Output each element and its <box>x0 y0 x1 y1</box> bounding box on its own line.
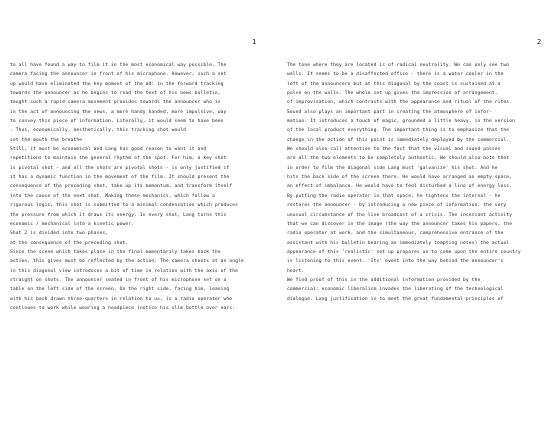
text-line: radio operator at work, and the simultaneous, comprehensive entrance of the <box>287 231 504 237</box>
text-line: rigorous logic, this shot is submitted to a minimal condensation which produces <box>10 203 238 209</box>
text-line: in order to film the diagonal side Lang must 'galvanize' his shot. And he <box>287 165 498 171</box>
text-line: hits the back side of the screen there. He would have arranged an empty space, <box>287 175 513 181</box>
text-line: of improvisation, which contrasts with the appearance and ritual of the rites. <box>287 100 513 106</box>
text-line: is pivotal shot - and all the shots are pivotal shots - is only justified if <box>10 165 230 171</box>
text-line: at the consequence of the preceding shot. <box>10 240 129 246</box>
text-line: unusual circumstance of the live broadcast of a crisis. The incessant activity <box>287 212 513 218</box>
page-number: 1 <box>252 38 257 46</box>
text-line: consequence of the preceding shot, take up its momentum, and transform itself <box>10 184 233 190</box>
text-line: into the cause of the next shot. Making these mechanics, which follow a <box>10 193 215 199</box>
text-line: restores the announcer - by introducing a new piece of information; the very <box>287 203 507 209</box>
text-line: continues to work while wearing a headpiece (notice his slim bottle over ears. <box>10 305 236 311</box>
right-page <box>275 0 550 425</box>
text-line: We find proof of this in the additional information provided by the <box>287 277 481 283</box>
page-number: 2 <box>537 38 542 46</box>
text-line: change in the action of this point is immediately deployed by the commercial. <box>287 137 510 143</box>
page-body-text <box>287 61 545 304</box>
text-line: assistant with his bulletin bearing an immediately tempting notes) the actual <box>287 240 510 246</box>
text-line: commercial: economic liberalism invades the liberating of the technological <box>287 287 504 293</box>
text-line: are all the two elements to be completely authentic. We should also note that <box>287 156 510 162</box>
text-line: the pressure from which it draws its energy. In every shot, Lang turns this <box>10 212 227 218</box>
text-line: set the mouth the breathe <box>10 137 83 143</box>
text-line: . Thus, economically, aesthetically, this tracking shot would <box>10 128 187 134</box>
text-line: with his back drawn three-quarters in relation to us, is a radio operator who <box>10 296 233 302</box>
text-line: taught such a rapid camera movement provides towards the announcer who is <box>10 100 221 106</box>
text-line: action, this gives must be reflected by the action. The camera shoots at an angle <box>10 259 244 265</box>
text-line: Shot 2 is divided into two phases, <box>10 231 109 237</box>
text-line: to convey this piece of information. Literally, it would seem to have been <box>10 119 224 125</box>
text-line: in this diagonal view introduces a bit of time in relation with the axis of the <box>10 268 238 274</box>
text-line: mation. It introduces a touch of magic, grounded a little heavy, in the version <box>287 119 515 125</box>
text-line: left of the announcers but at this diagonal by the coast is sustained at a <box>287 81 501 87</box>
text-line: dialogue. Lang justification is to meet the great fundamental principles of <box>287 296 504 302</box>
text-line: straight on shots. The announcer seated in front of his microphone set on a <box>10 277 227 283</box>
text-line: to all have found a way to film it in the most economical way possible. The <box>10 63 227 68</box>
text-line: Since the scene which takes place in the final momentarily takes back the <box>10 249 221 255</box>
text-line: camera facing the announcer in front of his microphone. However, such a set <box>10 72 227 78</box>
page-body-text <box>10 61 272 313</box>
text-line: Still, it must be economical and Lang has good reason to want it and <box>10 147 207 153</box>
text-line: in the act of announcing the news, a more handy handed, more impulsive, way <box>10 109 227 115</box>
text-line: We should also call attention to the fact that the visual and sound passes <box>287 147 501 153</box>
text-line: Sound also plays an important part in creating the atmosphere of infor- <box>287 109 492 115</box>
text-line: towards the announcer as he begins to read the text of his news bulletin, <box>10 91 221 97</box>
text-line: up would have eliminated the key moment of the ad: in the forward tracking <box>10 81 224 87</box>
text-line: it has a dynamic function in the movement of the film. It should present the <box>10 175 230 181</box>
text-line: The tone where they are located is of radical neutrality. We can only see two <box>287 63 510 68</box>
text-line: that we can discover in the image (the way the announcer takes his papers, the <box>287 221 513 227</box>
text-line: repetitions to maintain the general rhythm of the spot. For him, a key shot <box>10 156 227 162</box>
text-line: heart. <box>287 268 305 274</box>
text-line: an effect of imbalance. He would have to feel disturbed a line of energy loss. <box>287 184 513 190</box>
text-line: appearance of this 'realistic' set up prepares us to come upon the entire country <box>287 249 521 255</box>
text-line: table on the left side of the screen. On the right side, facing him, leaning <box>10 287 230 293</box>
text-line: economic / mechanical into a kinetic power. <box>10 221 135 227</box>
text-line: By putting the radio operator in that space, he tightens the internal - he <box>287 193 501 199</box>
text-line: is listening to this event. 'Its' event into the way behind the announcer's <box>287 259 504 265</box>
text-line: of the local product everything. The important thing is to emphasize that the <box>287 128 510 134</box>
text-line: walls. It seems to be a disaffected office - there is a water cooler in the <box>287 72 504 78</box>
text-line: pulse on the walls. The whole set up gives the impression of arrangement, <box>287 91 498 97</box>
